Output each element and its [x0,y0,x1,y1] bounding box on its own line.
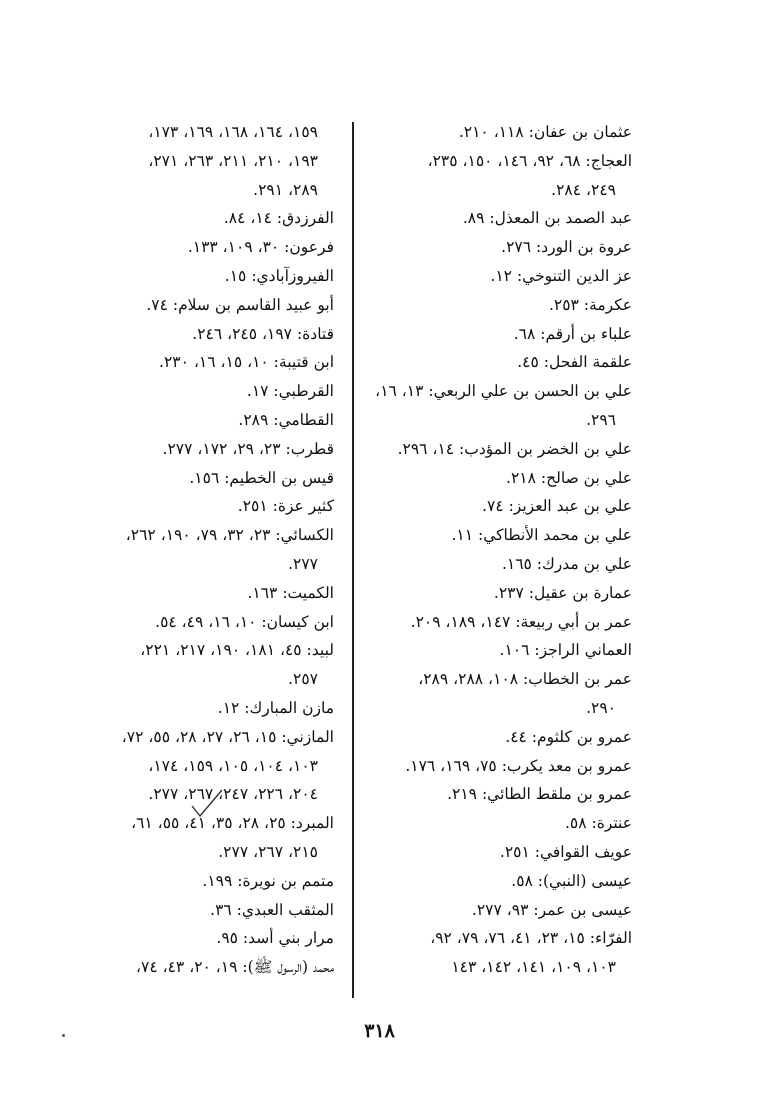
index-entry: عويف القوافي: ٢٥١. [499,842,632,861]
index-entry: الكسائي: ٢٣، ٣٢، ٧٩، ١٩٠، ٢٦٢، [125,526,334,545]
index-entry-continuation: ٢٥٧. [288,670,318,689]
index-entry-continuation: ٢٩٠. [586,698,616,717]
index-entry: القطامي: ٢٨٩. [238,410,334,429]
index-entry: عمر بن الخطاب: ١٠٨، ٢٨٨، ٢٨٩، [418,670,632,689]
index-entry: قتادة: ١٩٧، ٢٤٥، ٢٤٦. [192,324,334,343]
index-entry: أبو عبيد القاسم بن سلام: ٧٤. [146,295,334,314]
index-entry: عنترة: ٥٨. [564,814,632,833]
index-entry: عبد الصمد بن المعذل: ٨٩. [462,209,632,228]
index-entry: عمر بن أبي ربيعة: ١٤٧، ١٨٩، ٢٠٩. [410,612,632,631]
index-entry: عروة بن الورد: ٢٧٦. [501,238,632,257]
index-entry: علي بن محمد الأنطاكي: ١١. [451,526,632,545]
index-column-left [72,118,334,982]
index-entry: محمد (الرسول ﷺ): ١٩، ٢٠، ٤٣، ٧٤، [136,958,334,977]
index-entry-continuation: ١٠٣، ١٠٩، ١٤١، ١٤٢، ١٤٣ [451,958,616,977]
index-entry-continuation: ٢٤٩، ٢٨٤. [551,180,616,199]
index-entry-continuation: ١٠٣، ١٠٤، ١٠٥، ١٥٩، ١٧٤، [148,756,318,775]
index-entry: متمم بن نويرة: ١٩٩. [202,871,334,890]
index-entry: عيسى بن عمر: ٩٣، ٢٧٧. [471,900,632,919]
index-entry: عيسى (النبي): ٥٨. [511,871,632,890]
index-entry: علي بن مدرك: ١٦٥. [501,554,632,573]
index-entry-continuation: ٢٧٧. [288,554,318,573]
scan-speck [62,1034,65,1037]
index-entry: لبيد: ٤٥، ١٨١، ١٩٠، ٢١٧، ٢٢١، [140,641,334,660]
index-entry: القرطبي: ١٧. [246,382,334,401]
index-entry: علي بن الحسن بن علي الربعي: ١٣، ١٦، [375,382,632,401]
index-entry-continuation: ٢١٥، ٢٦٧، ٢٧٧. [218,842,318,861]
index-entry: الكميت: ١٦٣. [247,583,334,602]
index-entry: علي بن صالح: ٢١٨. [506,468,632,487]
index-entry: ابن كيسان: ١٠، ١٦، ٤٩، ٥٤. [155,612,334,631]
index-entry: المازني: ١٥، ٢٦، ٢٧، ٢٨، ٥٥، ٧٢، [121,727,334,746]
index-entry-continuation: ١٥٩، ١٦٤، ١٦٨، ١٦٩، ١٧٣، [148,123,318,141]
index-entry: كثير عزة: ٢٥١. [237,497,334,516]
index-entry: عمرو بن ملقط الطائي: ٢١٩. [447,785,632,804]
index-entry: مازن المبارك: ١٢. [217,698,334,717]
index-entry: المثقب العبدي: ٣٦. [210,900,334,919]
index-entry: الفرزدق: ١٤، ٨٤. [223,209,334,228]
index-entry: عكرمة: ٢٥٣. [548,295,632,314]
index-entry: علقمة الفحل: ٤٥. [517,353,632,372]
index-entry-continuation: ١٩٣، ٢١٠، ٢١١، ٢٦٣، ٢٧١، [148,151,318,170]
index-entry: علي بن الخضر بن المؤدب: ١٤، ٢٩٦. [397,439,632,458]
index-entry: الفرّاء: ١٥، ٢٣، ٤١، ٧٦، ٧٩، ٩٢، [430,929,632,948]
index-entry: عمرو بن كلثوم: ٤٤. [505,727,632,746]
index-entry: قيس بن الخطيم: ١٥٦. [189,468,334,487]
index-entry: المبرد: ٢٥، ٢٨، ٣٥، ٤١، ٥٥، ٦١، [131,814,334,833]
index-entry: عز الدين التنوخي: ١٢. [490,266,632,285]
index-entry-continuation: ٢٨٩، ٢٩١. [253,180,318,199]
index-entry-continuation: ٢٠٤، ٢٢٦، ٢٤٧، ٢٦٧، ٢٧٧. [148,785,318,804]
index-entry: العماني الراجز: ١٠٦. [499,641,632,660]
handwritten-check-mark [188,784,228,824]
page-number: ٣١٨ [364,1020,395,1042]
index-entry: قطرب: ٢٣، ٢٩، ١٧٢، ٢٧٧. [162,439,334,458]
index-entry: العجاج: ٦٨، ٩٢، ١٤٦، ١٥٠، ٢٣٥، [427,151,632,170]
index-entry-continuation: ٢٩٦. [586,410,616,429]
index-entry: فرعون: ٣٠، ١٠٩، ١٣٣. [187,238,334,257]
index-entry: عثمان بن عفان: ١١٨، ٢١٠. [458,123,632,141]
index-entry: ابن قتيبة: ١٠، ١٥، ١٦، ٢٣٠. [159,353,334,372]
index-column-right [372,118,632,982]
index-entry: عمرو بن معد يكرب: ٧٥، ١٦٩، ١٧٦. [405,756,632,775]
index-entry: علي بن عبد العزيز: ٧٤. [482,497,632,516]
column-divider [352,122,354,998]
index-entry: عمارة بن عقيل: ٢٣٧. [493,583,632,602]
index-entry: علباء بن أرقم: ٦٨. [513,324,632,343]
index-entry: الفيروزآبادي: ١٥. [224,266,334,285]
index-entry: مرار بني أسد: ٩٥. [216,929,334,948]
